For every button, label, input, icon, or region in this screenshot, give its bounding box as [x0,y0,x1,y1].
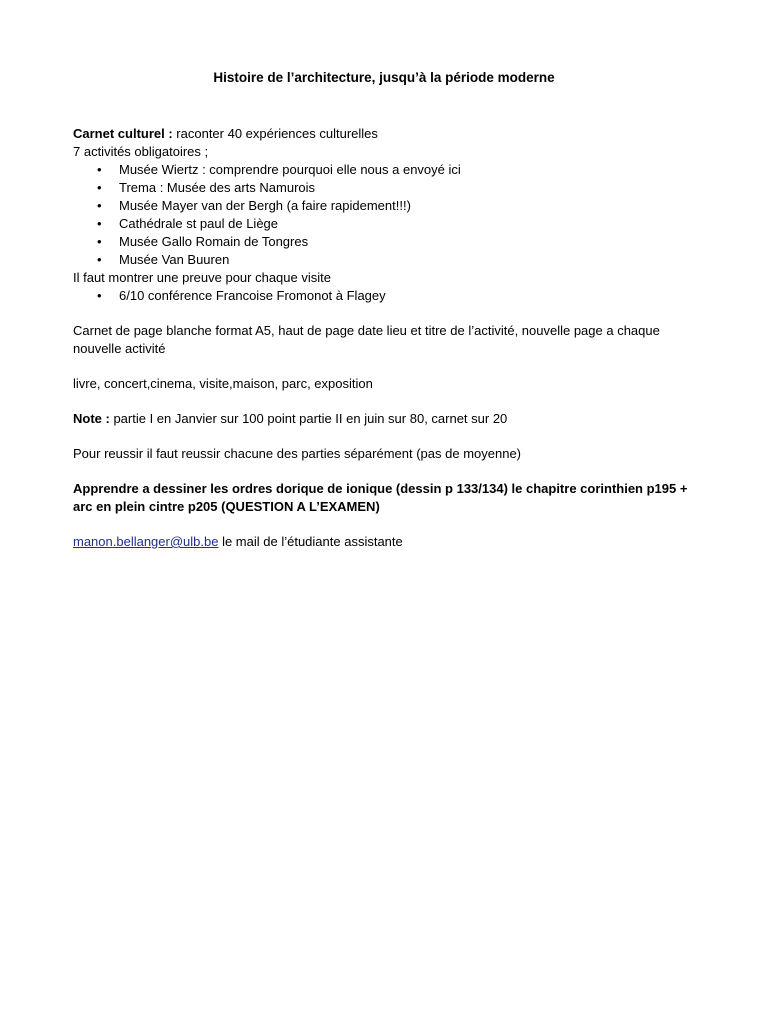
bullet-icon: • [97,162,102,177]
list-item: • Musée Van Buuren [97,252,230,267]
bullet-icon: • [97,252,102,267]
bullet-icon: • [97,288,102,303]
contact-text: le mail de l’étudiante assistante [218,534,403,549]
bullet-icon: • [97,216,102,231]
email-link[interactable]: manon.bellanger@ulb.be [73,534,219,549]
carnet-line [73,125,693,143]
list-item: • 6/10 conférence Francoise Fromonot à Flagey [97,288,386,303]
contact-line [73,533,693,551]
note-line [73,410,693,428]
proof-text: Il faut montrer une preuve pour chaque visite [73,270,331,285]
note-text: partie I en Janvier sur 100 point partie II en juin sur 80, carnet sur 20 [109,411,508,426]
success-text: Pour reussir il faut reussir chacune des parties séparément (pas de moyenne) [73,446,521,461]
note-label: Note : [73,411,110,426]
carnet-label: Carnet culturel : [73,126,173,141]
carnet-text: raconter 40 expériences culturelles [172,126,378,141]
bullet-icon: • [97,180,102,195]
exam-text: Apprendre a dessiner les ordres dorique de ionique (dessin p 133/134) le chapitre corinthien p195 + arc en plein cintre p205 (QUESTION A L’EXAMEN) [73,481,688,514]
extra-list [73,287,693,305]
list-item: • Cathédrale st paul de Liège [97,216,279,231]
bullet-icon: • [97,198,102,213]
types-text: livre, concert,cinema, visite,maison, parc, exposition [73,376,373,391]
document-title: Histoire de l’architecture, jusqu’à la période moderne [213,70,555,85]
activities-intro: 7 activités obligatoires ; [73,144,209,159]
list-item: • Musée Mayer van der Bergh (a faire rapidement!!!) [97,198,411,213]
activities-list [73,161,693,269]
list-item: • Trema : Musée des arts Namurois [97,180,316,195]
format-text: Carnet de page blanche format A5, haut de page date lieu et titre de l’activité, nouvelle page a chaque nouvelle activité [73,323,660,356]
list-item: • Musée Gallo Romain de Tongres [97,234,309,249]
document-body [73,125,693,551]
bullet-icon: • [97,234,102,249]
list-item: • Musée Wiertz : comprendre pourquoi elle nous a envoyé ici [97,162,461,177]
